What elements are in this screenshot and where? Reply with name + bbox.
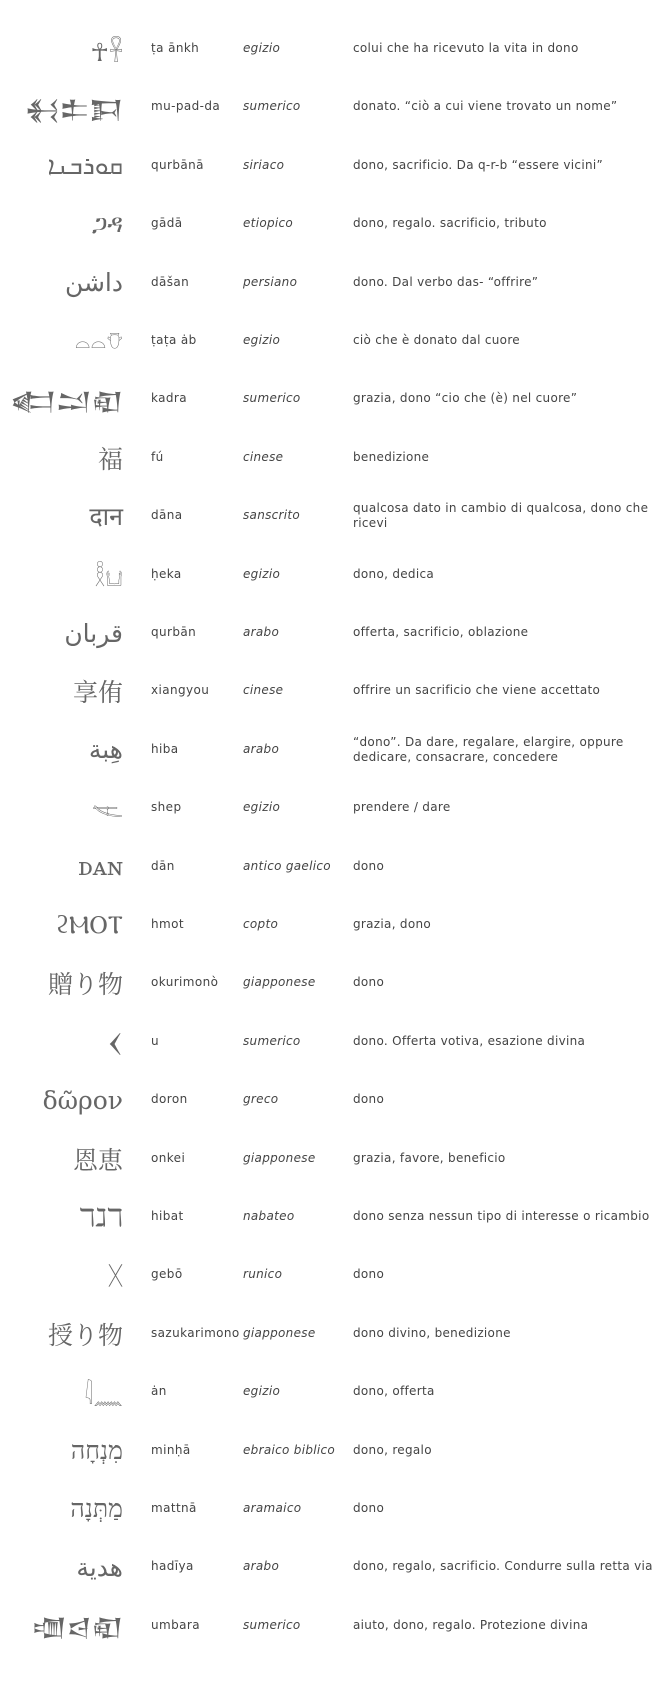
word-row	[0, 254, 671, 312]
meaning: dono, sacrificio. Da q-r-b “essere vicini”	[353, 157, 604, 172]
language-name: nabateo	[243, 1209, 295, 1223]
word-row	[0, 20, 671, 78]
word-row	[0, 1422, 671, 1480]
word-row	[0, 838, 671, 896]
word-row	[0, 896, 671, 954]
transliteration: gebō	[151, 1267, 183, 1282]
transliteration: xiangyou	[151, 683, 210, 698]
meaning: grazia, dono “cio che (è) nel cuore”	[353, 391, 578, 406]
original-script-glyph: 恩恵	[72, 1145, 123, 1175]
language-name: runico	[243, 1267, 283, 1282]
language-name: cinese	[243, 449, 284, 464]
transliteration: onkei	[151, 1150, 186, 1165]
transliteration: hiba	[151, 741, 179, 756]
language-name: ebraico biblico	[243, 1442, 336, 1457]
word-row	[0, 1013, 671, 1071]
original-script-glyph: 𒈬𒉺𒁕	[25, 94, 123, 124]
word-row	[0, 137, 671, 195]
transliteration: ṭa ānkh	[151, 41, 200, 55]
word-row	[0, 779, 671, 837]
transliteration: ḥeka	[151, 566, 182, 581]
language-name: copto	[243, 917, 279, 931]
meaning: dono senza nessun tipo di interesse o ricambio	[353, 1209, 650, 1223]
transliteration: u	[151, 1033, 160, 1048]
transliteration: qurbān	[151, 625, 197, 639]
original-script-glyph: 𒌝𒁀𒊏	[31, 1613, 123, 1643]
meaning: dono	[353, 1267, 385, 1282]
transliteration: hadīya	[151, 1559, 194, 1574]
language-name: aramaico	[243, 1501, 302, 1515]
meaning: aiuto, dono, regalo. Protezione divina	[353, 1617, 589, 1632]
original-script-glyph: هدية	[76, 1552, 123, 1582]
original-script-glyph: 𓏏𓏏𓄣	[74, 329, 123, 359]
transliteration: minḥā	[151, 1442, 191, 1457]
language-name: egizio	[243, 1384, 281, 1399]
language-name: sanscrito	[243, 508, 301, 523]
original-script-glyph: ጋዳ	[91, 209, 123, 239]
word-row	[0, 1480, 671, 1538]
language-name: arabo	[243, 741, 280, 756]
word-row	[0, 1305, 671, 1363]
language-name: sumerico	[243, 99, 301, 114]
meaning: grazia, dono	[353, 917, 432, 931]
original-script-glyph: מַתְּנָה	[70, 1494, 123, 1523]
language-name: etiopico	[243, 216, 294, 231]
language-name: greco	[243, 1092, 279, 1107]
meaning: dono. Dal verbo das- “offrire”	[353, 274, 539, 289]
transliteration: gādā	[151, 216, 183, 231]
word-row	[0, 1188, 671, 1246]
language-name: egizio	[243, 41, 281, 55]
meaning: dono. Offerta votiva, esazione divina	[353, 1033, 586, 1048]
word-row	[0, 546, 671, 604]
word-row	[0, 487, 671, 545]
word-row	[0, 78, 671, 136]
transliteration: okurimonò	[151, 975, 219, 990]
language-name: giapponese	[243, 1150, 316, 1165]
original-script-glyph: 福	[97, 444, 123, 474]
word-row	[0, 1071, 671, 1129]
language-name: sumerico	[243, 1033, 301, 1048]
word-row	[0, 312, 671, 370]
transliteration: shep	[151, 800, 182, 815]
original-script-glyph: ☥𓋹	[90, 37, 123, 67]
meaning: prendere / dare	[353, 800, 451, 815]
original-script-glyph: दान	[89, 502, 123, 532]
original-script-glyph: δῶρον	[42, 1085, 123, 1115]
transliteration: dāšan	[151, 274, 190, 289]
original-script-glyph: 享侑	[72, 678, 123, 708]
meaning: donato. “ciò a cui viene trovato un nome”	[353, 99, 618, 114]
language-name: giapponese	[243, 975, 316, 990]
meaning: dono	[353, 1092, 385, 1107]
word-row	[0, 721, 671, 779]
transliteration: ȧn	[151, 1384, 167, 1399]
transliteration: hmot	[151, 917, 184, 931]
original-script-glyph: ᚷ	[107, 1260, 123, 1290]
original-script-glyph: ϩⲘⲞⲦ	[55, 910, 123, 939]
transliteration: hibat	[151, 1209, 184, 1223]
word-row	[0, 604, 671, 662]
meaning: benedizione	[353, 449, 430, 464]
original-script-glyph: ℸℷℸ	[79, 1202, 123, 1232]
language-name: persiano	[243, 274, 298, 289]
meaning: dono, regalo	[353, 1442, 432, 1457]
word-row	[0, 662, 671, 720]
meaning: colui che ha ricevuto la vita in dono	[353, 41, 579, 55]
language-name: giapponese	[243, 1325, 316, 1340]
meaning: dono, dedica	[353, 566, 435, 581]
meaning: qualcosa dato in cambio di qualcosa, dono che ricevi	[353, 501, 649, 531]
transliteration: fú	[151, 449, 164, 464]
word-row	[0, 1597, 671, 1655]
meaning: offerta, sacrificio, oblazione	[353, 625, 529, 639]
meaning: dono	[353, 975, 385, 990]
language-name: sumerico	[243, 1617, 301, 1632]
language-name: egizio	[243, 333, 281, 347]
transliteration: sazukarimono	[151, 1325, 240, 1340]
meaning: grazia, favore, beneficio	[353, 1150, 506, 1165]
original-script-glyph: 𒌋	[107, 1029, 123, 1059]
original-script-glyph: 授り物	[47, 1320, 123, 1350]
meaning: dono	[353, 1501, 385, 1515]
original-script-glyph: داشن	[64, 268, 123, 298]
original-script-glyph: 𓌻	[91, 796, 123, 826]
language-name: sumerico	[243, 391, 301, 406]
transliteration: mu-pad-da	[151, 99, 221, 114]
word-row	[0, 1130, 671, 1188]
meaning: dono, offerta	[353, 1384, 435, 1399]
meaning: dono	[353, 858, 385, 873]
transliteration: dāna	[151, 508, 183, 523]
language-name: antico gaelico	[243, 858, 331, 873]
transliteration: mattnā	[151, 1501, 197, 1515]
transliteration: qurbānā	[151, 157, 204, 172]
transliteration: doron	[151, 1092, 188, 1107]
word-row	[0, 1538, 671, 1596]
language-name: egizio	[243, 800, 281, 815]
transliteration: umbara	[151, 1617, 200, 1632]
meaning: “dono”. Da dare, regalare, elargire, oppure dedicare, consacrare, concedere	[353, 734, 624, 764]
original-script-glyph: מִנְחָה	[70, 1435, 123, 1465]
original-script-glyph: 贈り物	[47, 970, 123, 1000]
original-script-glyph: قربان	[64, 618, 123, 648]
original-script-glyph: ܩܘܪܒܢܐ	[47, 150, 123, 180]
language-name: siriaco	[243, 157, 285, 172]
meaning: offrire un sacrificio che viene accettato	[353, 683, 601, 698]
language-name: egizio	[243, 566, 281, 581]
meaning: ciò che è donato dal cuore	[353, 333, 520, 347]
original-script-glyph: 𓇋𓈖	[84, 1380, 123, 1410]
meaning: dono divino, benedizione	[353, 1325, 511, 1340]
transliteration: kadra	[151, 391, 187, 406]
meaning: dono, regalo, sacrificio. Condurre sulla retta via	[353, 1559, 653, 1574]
word-row	[0, 195, 671, 253]
language-name: arabo	[243, 1559, 280, 1574]
word-row	[0, 370, 671, 428]
word-row	[0, 429, 671, 487]
original-script-glyph: 𒅗𒁺𒊏	[10, 386, 123, 416]
word-row	[0, 1246, 671, 1304]
transliteration: dān	[151, 858, 175, 873]
original-script-glyph: هِبة	[88, 735, 123, 765]
meaning: dono, regalo. sacrificio, tributo	[353, 216, 547, 231]
language-name: cinese	[243, 683, 284, 698]
transliteration: ṭaṭa ȧb	[151, 333, 197, 347]
original-script-glyph: 𓎛𓂓	[94, 563, 123, 593]
word-row	[0, 1363, 671, 1421]
word-row	[0, 954, 671, 1012]
original-script-glyph: ᴅᴀɴ	[78, 852, 123, 882]
language-name: arabo	[243, 625, 280, 639]
